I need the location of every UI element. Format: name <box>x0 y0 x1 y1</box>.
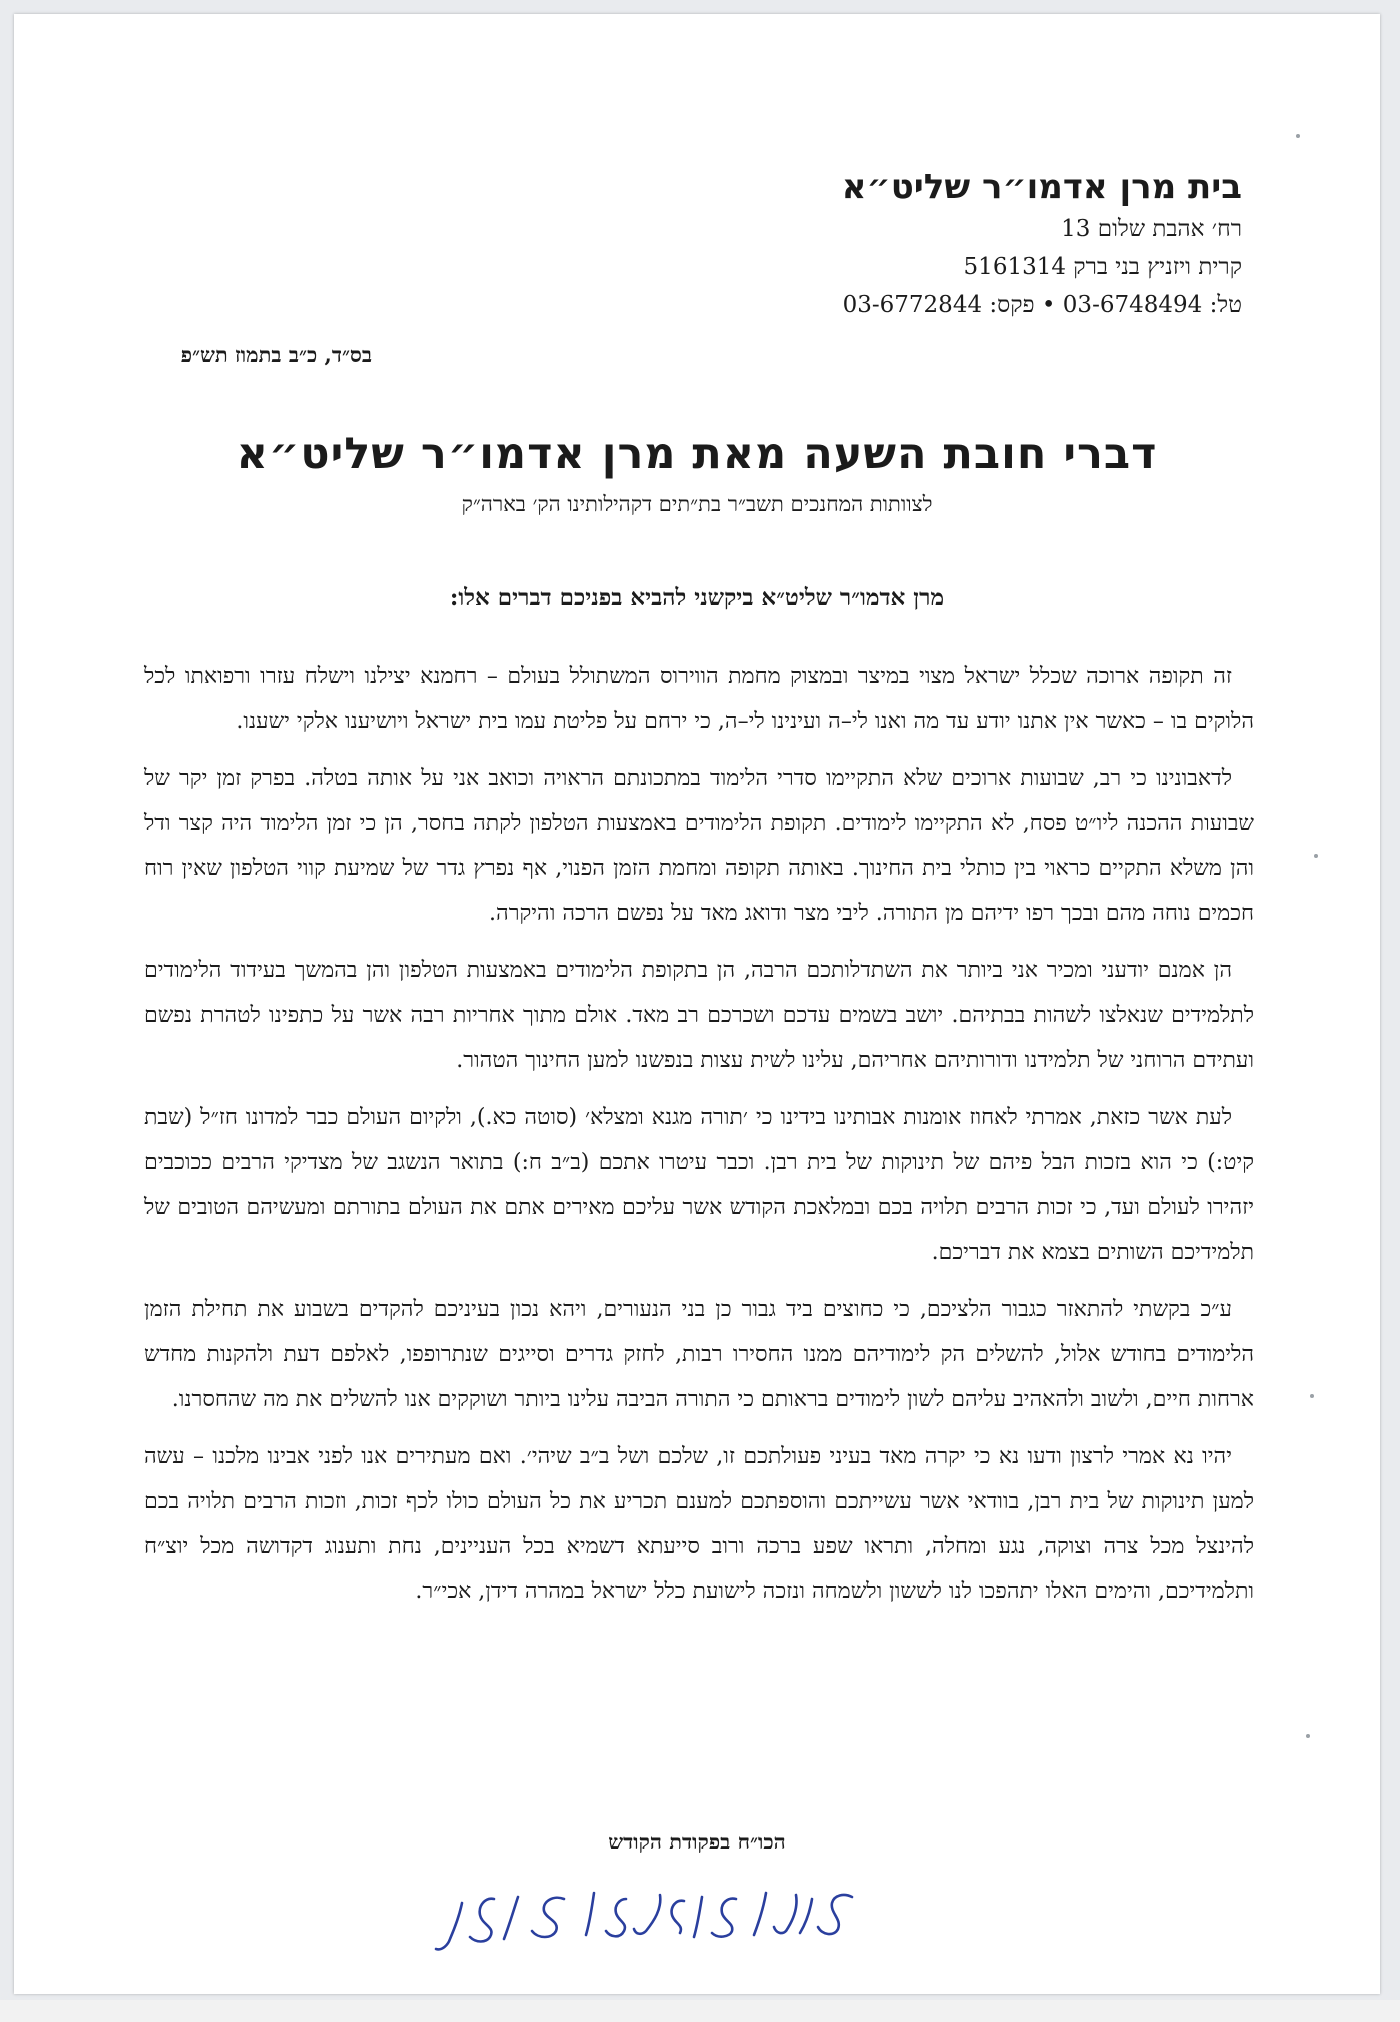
letter-title: דברי חובת השעה מאת מרן אדמו״ר שליט״א <box>236 429 1158 479</box>
letterhead-city: קרית ויזניץ בני ברק 5161314 <box>963 254 1242 280</box>
scan-speck <box>1310 1394 1314 1398</box>
letter-date: בס״ד, כ״ב בתמוז תש״פ <box>180 342 372 367</box>
letterhead-title: בית מרן אדמו״ר שליט״א <box>841 167 1242 207</box>
handwritten-signature <box>414 1869 874 1959</box>
scan-speck <box>1314 854 1318 858</box>
scan-speck <box>1296 134 1300 138</box>
letter-body <box>144 654 1254 1626</box>
opening-line: מרן אדמו״ר שליט״א ביקשני להביא בפניכם דברים אלו: <box>449 584 945 611</box>
letterhead <box>642 164 1242 324</box>
letter-page <box>14 14 1380 1994</box>
body-paragraph: יהיו נא אמרי לרצון ודעו נא כי יקרה מאד בעיני פעולתכם זו, שלכם ושל ב״ב שיהי׳. ואם מעתירים אנו לפני אבינו מלכנו – עשה למען תינוקות של בית רבן, בוודאי אשר עשייתכם והוספתכם למענם תכריע את כל העולם כולו לכף זכות, וזכות הרבים תלויה בכם להינצל מכל צרה וצוקה, נגע ומחלה, ותראו שפע ברכה ורוב סייעתא דשמיא בכל העניינים, נחת ותענוג דקדושה מכל יוצ״ח ותלמידיכם, והימים האלו יתהפכו לנו לששון ולשמחה ונזכה לישועת כלל ישראל במהרה דידן, אכי״ר. <box>144 1444 1254 1604</box>
letter-subtitle: לצוותות המחנכים תשב״ר בת״תים דקהילותינו הק׳ בארה״ק <box>461 492 933 516</box>
scan-speck <box>1306 1734 1310 1738</box>
bottom-margin <box>0 2000 1400 2022</box>
body-paragraph: לעת אשר כזאת, אמרתי לאחוז אומנות אבותינו בידינו כי ׳תורה מגנא ומצלא׳ (סוטה כא.), ולקיום העולם כבר למדונו חז״ל (שבת קיט:) כי הוא בזכות הבל פיהם של תינוקות של בית רבן. וכבר עיטרו אתכם (ב״ב ח:) בתואר הנשגב של מצדיקי הרבים ככוכבים יזהירו לעולם ועד, כי זכות הרבים תלויה בכם ובמלאכת הקודש אשר עליכם מאירים אתם את העולם בתורתם ומעשיהם הטובים של תלמידיכם השותים בצמא את דבריכם. <box>144 1105 1254 1265</box>
body-paragraph: זה תקופה ארוכה שכלל ישראל מצוי במיצר ובמצוק מחמת הווירוס המשתולל בעולם – רחמנא יצילנו וישלח עזרו ורפואתו לכל הלוקים בו – כאשר אין אתנו יודע עד מה ואנו לי–ה ועינינו לי–ה, כי ירחם על פליטת עמו בית ישראל ויושיענו אלקי ישענו. <box>144 664 1254 734</box>
body-paragraph: ע״כ בקשתי להתאזר כגבור הלציכם, כי כחוצים ביד גבור כן בני הנעורים, ויהא נכון בעיניכם להקדים בשבוע את תחילת הזמן הלימודים בחודש אלול, להשלים הק לימודיהם ממנו החסירו רבות, לחזק גדרים וסייגים שנתרופפו, לאלפם דעת ולהקנות מחדש ארחות חיים, ולשוב ולהאהיב עליהם לשון לימודים בראותם כי התורה הביבה עלינו ביותר ושוקקים אנו להשלים את מה שהחסרנו. <box>144 1297 1254 1412</box>
body-paragraph: לדאבונינו כי רב, שבועות ארוכים שלא התקיימו סדרי הלימוד במתכונתם הראויה וכואב אני על אותה בטלה. בפרק זמן יקר של שבועות ההכנה ליו״ט פסח, לא התקיימו לימודים. תקופת הלימודים באמצעות הטלפון לקתה בחסר, הן כי זמן הלימוד היה קצר ודל והן משלא התקיים כראוי בין כותלי בית החינוך. באותה תקופה ומחמת הזמן הפנוי, אף נפרץ גדר של שמיעת קווי הטלפון שאין רוח חכמים נוחה מהם ובכך רפו ידיהם מן התורה. ליבי מצר ודואג מאד על נפשם הרכה והיקרה. <box>144 766 1254 926</box>
body-paragraph: הן אמנם יודעני ומכיר אני ביותר את השתדלותכם הרבה, הן בתקופת הלימודים באמצעות הטלפון והן בהמשך בעידוד הלימודים לתלמידים שנאלצו לשהות בבתיהם. יושב בשמים עדכם ושכרכם רב מאד. אולם מתוך אחריות רבה אשר על כתפינו לטהרת נפשם ועתידם הרוחני של תלמידנו ודורותיהם אחריהם, עלינו לשית עצות בנפשנו למען החינוך הטהור. <box>144 958 1254 1073</box>
letterhead-street: רח׳ אהבת שלום 13 <box>1061 216 1242 242</box>
letterhead-contact: טל: 03-6748494 • פקס: 03-6772844 <box>842 292 1242 318</box>
closing-line: הכו״ח בפקודת הקודש <box>608 1829 786 1854</box>
